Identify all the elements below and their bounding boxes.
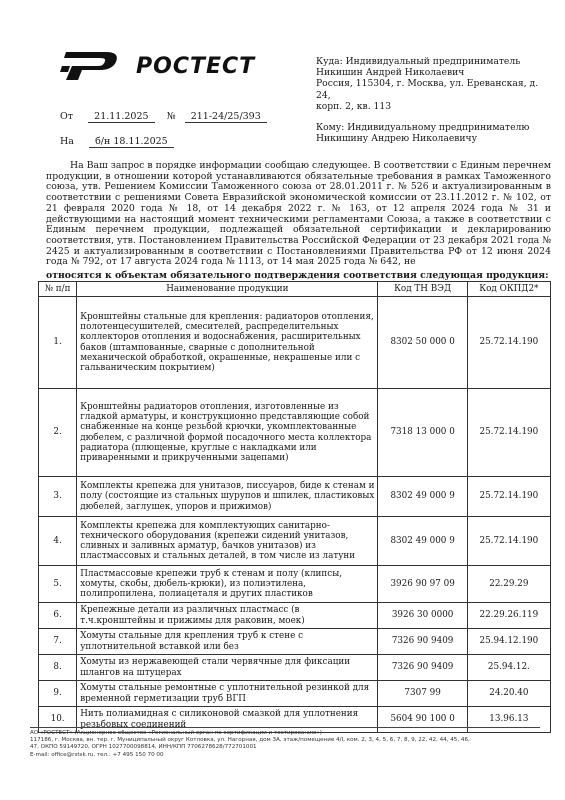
table-row bbox=[39, 603, 551, 629]
footer-line: 47, ОКПО 59149720, ОГРН 1027700098814, ИНН/КПП 7706278628/772701001 bbox=[30, 744, 257, 751]
outgoing-reference bbox=[60, 111, 267, 123]
table-row bbox=[39, 477, 551, 517]
row-number: 8. bbox=[39, 655, 77, 681]
tnved-code: 3926 90 97 09 bbox=[378, 566, 467, 603]
product-name: Хомуты стальные для крепления труб к стене с уплотнительной вставкой или без bbox=[77, 629, 378, 655]
tnved-code: 7318 13 000 0 bbox=[378, 389, 467, 477]
incoming-ref-value: б/н 18.11.2025 bbox=[89, 136, 174, 148]
col-tnved-header: Код ТН ВЭД bbox=[378, 282, 467, 297]
addressee-line: Кому: Индивидуальному предпринимателю bbox=[316, 122, 530, 133]
letter-conclusion: относятся к объектам обязательного подтверждения соответствия следующая продукция: bbox=[46, 270, 549, 281]
okpd-code: 25.72.14.190 bbox=[467, 477, 550, 517]
letter-number: 211-24/25/393 bbox=[185, 111, 267, 123]
okpd-code: 25.72.14.190 bbox=[467, 297, 550, 389]
brand-name: РОСТЕСТ bbox=[136, 53, 256, 79]
table-row bbox=[39, 517, 551, 566]
incoming-reference bbox=[60, 136, 174, 148]
address-line: Никишин Андрей Николаевич bbox=[316, 67, 465, 79]
product-name: Хомуты стальные ремонтные с уплотнительной резинкой для временной герметизации труб ВГП bbox=[77, 681, 378, 707]
row-number: 2. bbox=[39, 389, 77, 477]
table-row bbox=[39, 389, 551, 477]
ot-label: От bbox=[60, 111, 74, 122]
row-number: 5. bbox=[39, 566, 77, 603]
addressee-line: Никишину Андрею Николаевичу bbox=[316, 133, 478, 145]
table-row bbox=[39, 297, 551, 389]
row-number: 3. bbox=[39, 477, 77, 517]
tnved-code: 3926 30 0000 bbox=[378, 603, 467, 629]
okpd-code: 13.96.13 bbox=[467, 707, 550, 733]
footer-line: АО «РОСТЕСТ» (Акционерное общество «Региональный орган по сертификации и тестированию») bbox=[30, 730, 322, 736]
tnved-code: 8302 49 000 9 bbox=[378, 477, 467, 517]
tnved-code: 8302 49 000 9 bbox=[378, 517, 467, 566]
tnved-code: 7326 90 9409 bbox=[378, 655, 467, 681]
table-row bbox=[39, 655, 551, 681]
okpd-code: 22.29.26.119 bbox=[467, 603, 550, 629]
tnved-code: 7307 99 bbox=[378, 681, 467, 707]
company-footer bbox=[30, 727, 540, 759]
product-name: Кронштейны радиаторов отопления, изготовленные из гладкой арматуры, и конструкционно представляющие собой снабженные на конце резьбой крючки, укомплектованные дюбелем, с различной формой посадочного места коллектора радиатора (плющеные, круглые с накладками или приваренными и прикрученными зацепами) bbox=[77, 389, 378, 477]
col-okpd-header: Код ОКПД2* bbox=[467, 282, 550, 297]
rostest-logo-icon bbox=[60, 46, 130, 86]
okpd-code: 25.94.12.190 bbox=[467, 629, 550, 655]
footer-line: E-mail: office@rstsk.ru, тел.: +7 495 150 70 00 bbox=[30, 751, 164, 758]
table-row bbox=[39, 681, 551, 707]
okpd-code: 25.72.14.190 bbox=[467, 517, 550, 566]
table-header-row bbox=[39, 282, 551, 297]
recipient-address bbox=[316, 56, 546, 112]
footer-line: 117186, г. Москва, вн. тер. г. Муниципальный округ Котловка, ул. Нагорная, дом 3А, этаж/помещение 4/I, ком. 2, 3, 4, 5, 6, 7, 8, 9, 22, 42, 44, 45, 46, bbox=[30, 737, 470, 744]
row-number: 9. bbox=[39, 681, 77, 707]
row-number: 1. bbox=[39, 297, 77, 389]
address-line: Куда: Индивидуальный предприниматель bbox=[316, 56, 521, 67]
okpd-code: 22.29.29 bbox=[467, 566, 550, 603]
products-table bbox=[38, 281, 551, 733]
product-name: Комплекты крепежа для унитазов, писсуаров, биде к стенам и полу (состоящие из стальных шурупов и шпилек, пластиковых дюбелей, заглушек, упоров и прижимов) bbox=[77, 477, 378, 517]
tnved-code: 5604 90 100 0 bbox=[378, 707, 467, 733]
okpd-code: 25.72.14.190 bbox=[467, 389, 550, 477]
table-row bbox=[39, 629, 551, 655]
okpd-code: 24.20.40 bbox=[467, 681, 550, 707]
product-name: Крепежные детали из различных пластмасс (в т.ч.кронштейны и прижимы для раковин, моек) bbox=[77, 603, 378, 629]
addressee bbox=[316, 122, 546, 144]
product-name: Кронштейны стальные для крепления: радиаторов отопления, полотенцесушителей, смесителей, распределительных коллекторов отопления и водоснабжения, расширительных баков (штампованные, сварные с дополнительной механической обработкой, окрашенные, некрашеные или с гальваническим покрытием) bbox=[77, 297, 378, 389]
col-name-header: Наименование продукции bbox=[77, 282, 378, 297]
number-label: № bbox=[166, 111, 176, 122]
letter-body: На Ваш запрос в порядке информации сообщаю следующее. В соответствии с Единым перечнем продукции, в отношении которой устанавливаются обязательные требования в рамках Таможенного союза, утв. Решением Комиссии Таможенного союза от 28.01.2011 г. № 526 и актуализированным в соответствии с решениями Совета Евразийской экономической комиссии от 23.11.2012 г. № 102, от 21 февраля 2020 года № 18, от 14 декабря 2022 г. № 163, от 12 апреля 2024 года № 31 и действующими на настоящий момент техническими регламентами Союза, а также в соответствии с Единым перечнем продукции, подлежащей обязательной сертификации и декларированию соответствия, утв. Постановлением Правительства Российской Федерации от 23 декабря 2021 года № 2425 и актуализированным в соответствии с Постановлениями Правительства РФ от 12 июня 2024 года № 792, от 17 августа 2024 года № 1113, от 14 мая 2025 года № 642, не bbox=[46, 160, 551, 268]
row-number: 10. bbox=[39, 707, 77, 733]
letter-date: 21.11.2025 bbox=[88, 111, 154, 123]
col-number-header: № п/п bbox=[39, 282, 77, 297]
product-name: Нить полиамидная с силиконовой смазкой для уплотнения резьбовых соединений bbox=[77, 707, 378, 733]
tnved-code: 8302 50 000 0 bbox=[378, 297, 467, 389]
tnved-code: 7326 90 9409 bbox=[378, 629, 467, 655]
row-number: 6. bbox=[39, 603, 77, 629]
row-number: 4. bbox=[39, 517, 77, 566]
table-row bbox=[39, 566, 551, 603]
product-name: Хомуты из нержавеющей стали червячные для фиксации шлангов на штуцерах bbox=[77, 655, 378, 681]
okpd-code: 25.94.12. bbox=[467, 655, 550, 681]
na-label: На bbox=[60, 136, 74, 147]
address-line: корп. 2, кв. 113 bbox=[316, 100, 392, 112]
company-logo bbox=[60, 44, 300, 88]
product-name: Пластмассовые крепежи труб к стенам и полу (клипсы, хомуты, скобы, дюбель-крюки), из полиэтилена, полипропилена, полиацеталя и других пластиков bbox=[77, 566, 378, 603]
row-number: 7. bbox=[39, 629, 77, 655]
product-name: Комплекты крепежа для комплектующих санитарно-технического оборудования (крепежи сидений унитазов, сливных и заливных арматур, бачков унитазов) из пластмассовых и стальных деталей, в том числе из латуни bbox=[77, 517, 378, 566]
address-line: Россия, 115304, г. Москва, ул. Ереванская, д. 24, bbox=[316, 78, 539, 101]
